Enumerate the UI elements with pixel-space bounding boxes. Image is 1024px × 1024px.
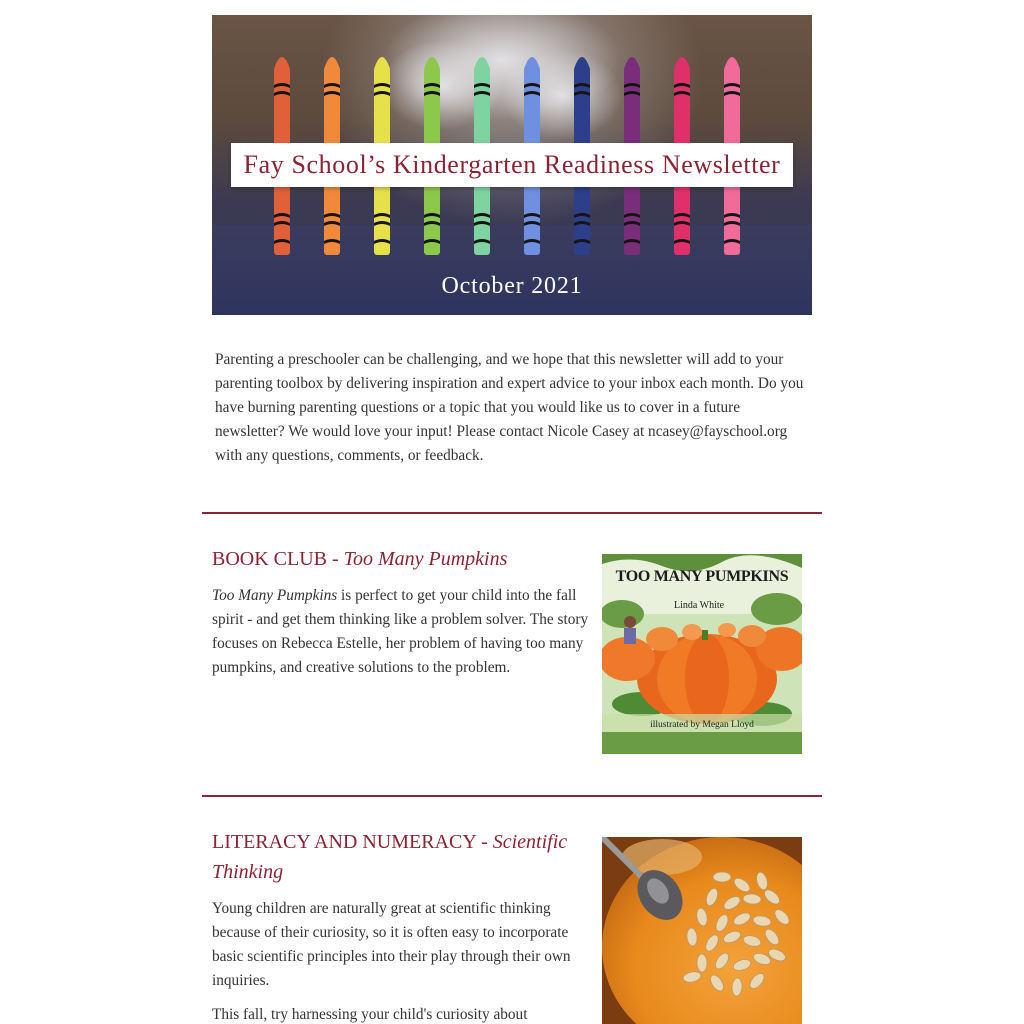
crayon-tip [624, 57, 640, 69]
literacy-title: Scientific Thinking [212, 831, 568, 883]
intro-paragraph: Parenting a preschooler can be challenging, and we hope that this newsletter will add to your parenting toolbox by delivering inspiration and expert advice to your inbox each month. Do you have burning parenting questions or a topic that you would like us to cover in a future newsletter? We would love your input! Please contact Nicole Casey at ncasey@fayschool.org with any questions, comments, or feedback. [215, 351, 804, 464]
literacy-heading [212, 827, 582, 887]
crayon-tip [724, 57, 740, 69]
pumpkin-seed [697, 954, 707, 972]
pumpkin-seeds-image[interactable] [602, 837, 802, 1024]
literacy-paragraph-1: Young children are naturally great at scientific thinking because of their curiosity, so it is often easy to incorporate basic scientific principles into their play through their own inquiries. [212, 900, 571, 989]
newsletter-title: Fay School’s Kindergarten Readiness Newsletter [243, 150, 781, 179]
pumpkin-seed [713, 872, 731, 882]
book-cover-title: TOO MANY PUMPKINS [615, 568, 789, 585]
hero-title-box [231, 143, 793, 187]
section-divider [202, 512, 822, 514]
pumpkin-seeds-photo [602, 837, 802, 1024]
book-cover-image[interactable] [602, 554, 802, 754]
newsletter-date: October 2021 [441, 273, 583, 299]
crayon-tip [674, 57, 690, 69]
book-club-body: is perfect to get your child into the fall spirit - and get them thinking like a problem solver. The story focuses on Rebecca Estelle, her problem of having too many pumpkins, and creative solutions to the problem. [212, 587, 589, 676]
literacy-paragraph-2: This fall, try harnessing your child's curiosity about [212, 1006, 528, 1023]
book-club-label: BOOK CLUB - [212, 548, 344, 570]
section-divider [202, 795, 822, 797]
book-club-description [212, 584, 590, 680]
crayon-tip [274, 57, 290, 69]
literacy-label: LITERACY AND NUMERACY - [212, 831, 493, 853]
book-cover-illustrator: illustrated by Megan Lloyd [650, 720, 754, 730]
book-club-title: Too Many Pumpkins [343, 548, 508, 570]
crayon-tip [324, 57, 340, 69]
hero-banner [212, 15, 812, 315]
book-cover-author: Linda White [674, 600, 725, 611]
book-club-heading [212, 544, 582, 574]
book-club-body-title: Too Many Pumpkins [212, 587, 338, 604]
